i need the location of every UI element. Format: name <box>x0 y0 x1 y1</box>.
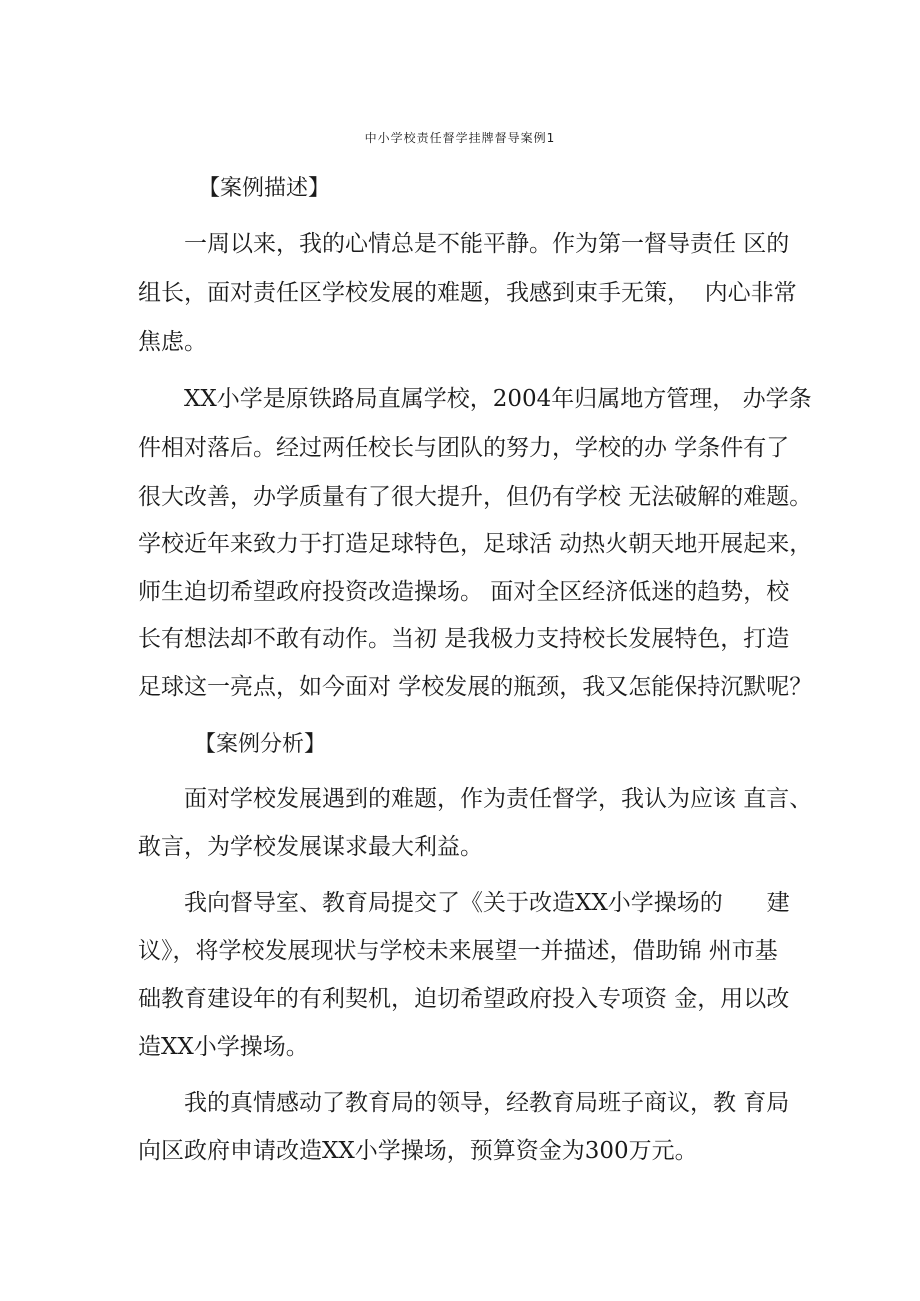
text-line: 组长，面对责任区学校发展的难题，我感到束手无策， 内心非常 <box>138 280 797 306</box>
text-line: 造XX小学操场。 <box>138 1034 309 1060</box>
text-line: 础教育建设年的有利契机，迫切希望政府投入专项资 金，用以改 <box>138 986 790 1012</box>
text-line: 足球这一亮点，如今面对 学校发展的瓶颈，我又怎能保持沉默呢？ <box>138 674 813 700</box>
text-line: 敢言，为学校发展谋求最大利益。 <box>138 834 483 860</box>
text-line: 我向督导室、教育局提交了《关于改造XX小学操场的 建 <box>184 890 790 916</box>
text-line: 一周以来，我的心情总是不能平静。作为第一督导责任 区的 <box>184 231 790 257</box>
text-line: 焦虑。 <box>138 329 207 355</box>
text-line: 师生迫切希望政府投资改造操场。 面对全区经济低迷的趋势，校 <box>138 579 790 605</box>
text-line: 学校近年来致力于打造足球特色，足球活 动热火朝天地开展起来， <box>138 531 813 557</box>
text-line: XX小学是原铁路局直属学校，2004年归属地方管理， 办学条 <box>184 386 812 412</box>
text-line: 向区政府申请改造XX小学操场，预算资金为300万元。 <box>138 1138 698 1164</box>
text-line: 我的真情感动了教育局的领导，经教育局班子商议，教 育局 <box>184 1090 790 1116</box>
text-line: 件相对落后。经过两任校长与团队的努力，学校的办 学条件有了 <box>138 435 790 461</box>
section-heading-description: 【案例描述】 <box>198 176 331 201</box>
text-line: 议》，将学校发展现状与学校未来展望一并描述，借助锦 州市基 <box>138 938 778 964</box>
text-line: 很大改善，办学质量有了很大提升，但仍有学校 无法破解的难题。 <box>138 484 813 510</box>
section-heading-analysis: 【案例分析】 <box>194 732 327 757</box>
document-title: 中小学校责任督学挂牌督导案例1 <box>364 131 556 145</box>
text-line: 面对学校发展遇到的难题，作为责任督学，我认为应该 直言、 <box>184 786 813 812</box>
text-line: 长有想法却不敢有动作。当初 是我极力支持校长发展特色，打造 <box>138 626 790 652</box>
